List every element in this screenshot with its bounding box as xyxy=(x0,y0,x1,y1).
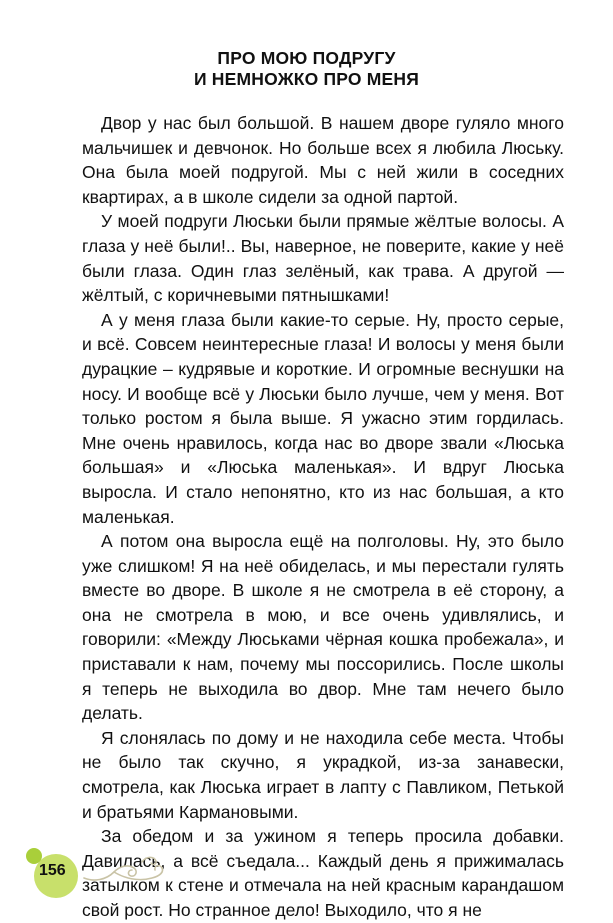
page-footer xyxy=(22,842,182,902)
paragraph: Двор у нас был большой. В нашем дворе гуляло много мальчишек и девчонок. Но больше всех я любила Люську. Она была моей подругой. Мы с ней жили в соседних квартирах, а в школе сидели за одной партой. xyxy=(82,113,564,207)
chapter-title-line-2: И НЕМНОЖКО ПРО МЕНЯ xyxy=(193,69,420,89)
page-number: 156 xyxy=(39,862,66,879)
paragraph: За обедом и за ужином я теперь просила добавки. Давилась, а всё съедала... Каждый день я прижималась затылком к стене и отмечала на ней красным карандашом свой рост. Но странное дело! Выходило, что я не xyxy=(82,826,564,920)
chapter-title xyxy=(0,48,613,90)
paragraph: А потом она выросла ещё на полголовы. Ну, это было уже слишком! Я на неё обиделась, и мы перестали гулять вместе во дворе. В школе я не смотрела в её сторону, а она не смотрела в мою, и все очень удивлялись, и говорили: «Между Люськами чёрная кошка пробежала», и приставали к нам, почему мы поссорились. После школы я теперь не выходила во двор. Мне там нечего было делать. xyxy=(82,531,564,724)
story-text xyxy=(82,111,564,923)
swirl-ornament-icon xyxy=(80,852,170,888)
paragraph: У моей подруги Люськи были прямые жёлтые волосы. А глаза у неё были!.. Вы, наверное, не поверите, какие у неё были глаза. Один глаз зелёный, как трава. А другой — жёлтый, с коричневыми пятнышками! xyxy=(82,211,564,306)
chapter-title-line-1: ПРО МОЮ ПОДРУГУ xyxy=(217,48,396,68)
paragraph: А у меня глаза были какие-то серые. Ну, просто серые, и всё. Совсем неинтересные глаза! И волосы у меня были дурацкие – кудрявые и короткие. И огромные веснушки на носу. И вообще всё у Люськи было лучше, чем у меня. Вот только ростом я была выше. Я ужасно этим гордилась. Мне очень нравилось, когда нас во дворе звали «Люська большая» и «Люська маленькая». И вдруг Люська выросла. И стало непонятно, кто из нас большая, а кто маленькая. xyxy=(82,309,564,527)
paragraph: Я слонялась по дому и не находила себе места. Чтобы не было так скучно, я украдкой, из-за занавески, смотрела, как Люська играет в лапту с Павликом, Петькой и братьями Кармановыми. xyxy=(82,727,564,822)
